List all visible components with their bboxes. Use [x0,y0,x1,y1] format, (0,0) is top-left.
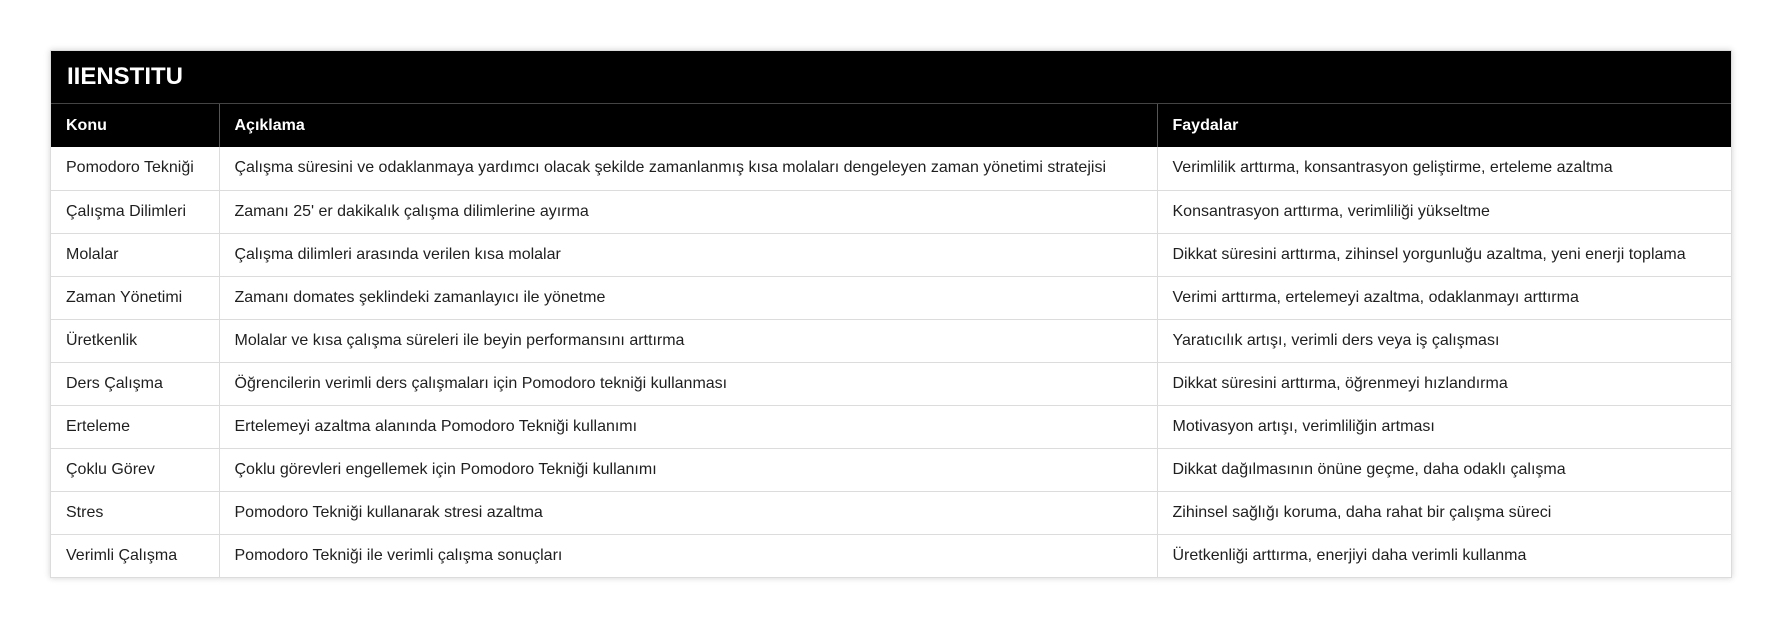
cell-aciklama: Pomodoro Tekniği kullanarak stresi azaltma [219,491,1157,534]
cell-konu: Zaman Yönetimi [51,276,219,319]
cell-aciklama: Çalışma süresini ve odaklanmaya yardımcı olacak şekilde zamanlanmış kısa molaları dengeleyen zaman yönetimi stratejisi [219,147,1157,190]
cell-konu: Pomodoro Tekniği [51,147,219,190]
column-header-aciklama: Açıklama [219,104,1157,147]
cell-faydalar: Yaratıcılık artışı, verimli ders veya iş çalışması [1157,319,1731,362]
cell-faydalar: Verimi arttırma, ertelemeyi azaltma, odaklanmayı arttırma [1157,276,1731,319]
cell-faydalar: Dikkat dağılmasının önüne geçme, daha odaklı çalışma [1157,448,1731,491]
cell-aciklama: Ertelemeyi azaltma alanında Pomodoro Tekniği kullanımı [219,405,1157,448]
cell-faydalar: Motivasyon artışı, verimliliğin artması [1157,405,1731,448]
table-row [51,534,1731,577]
cell-aciklama: Pomodoro Tekniği ile verimli çalışma sonuçları [219,534,1157,577]
cell-aciklama: Çoklu görevleri engellemek için Pomodoro Tekniği kullanımı [219,448,1157,491]
data-table-container [50,50,1732,578]
table-header [51,104,1731,147]
table-row [51,190,1731,233]
cell-aciklama: Zamanı domates şeklindeki zamanlayıcı ile yönetme [219,276,1157,319]
data-table [51,104,1731,577]
column-header-konu: Konu [51,104,219,147]
cell-aciklama: Çalışma dilimleri arasında verilen kısa molalar [219,233,1157,276]
cell-faydalar: Dikkat süresini arttırma, zihinsel yorgunluğu azaltma, yeni enerji toplama [1157,233,1731,276]
cell-konu: Ders Çalışma [51,362,219,405]
cell-aciklama: Molalar ve kısa çalışma süreleri ile beyin performansını arttırma [219,319,1157,362]
table-row [51,319,1731,362]
table-body [51,147,1731,577]
table-title: IIENSTITU [51,51,1731,104]
cell-faydalar: Konsantrasyon arttırma, verimliliği yükseltme [1157,190,1731,233]
cell-konu: Çalışma Dilimleri [51,190,219,233]
table-row [51,276,1731,319]
cell-faydalar: Dikkat süresini arttırma, öğrenmeyi hızlandırma [1157,362,1731,405]
cell-konu: Verimli Çalışma [51,534,219,577]
table-row [51,491,1731,534]
cell-konu: Molalar [51,233,219,276]
column-header-faydalar: Faydalar [1157,104,1731,147]
table-row [51,448,1731,491]
table-row [51,233,1731,276]
cell-faydalar: Üretkenliği arttırma, enerjiyi daha verimli kullanma [1172,546,1527,564]
cell-konu: Üretkenlik [51,319,219,362]
cell-konu: Çoklu Görev [51,448,219,491]
table-row [51,362,1731,405]
header-row [51,104,1731,147]
cell-faydalar: Zihinsel sağlığı koruma, daha rahat bir çalışma süreci [1157,491,1731,534]
cell-aciklama: Zamanı 25' er dakikalık çalışma dilimlerine ayırma [219,190,1157,233]
table-row [51,147,1731,190]
cell-konu: Stres [51,491,219,534]
cell-konu: Erteleme [51,405,219,448]
table-row [51,405,1731,448]
cell-aciklama: Öğrencilerin verimli ders çalışmaları için Pomodoro tekniği kullanması [219,362,1157,405]
cell-faydalar: Verimlilik arttırma, konsantrasyon geliştirme, erteleme azaltma [1157,147,1731,190]
